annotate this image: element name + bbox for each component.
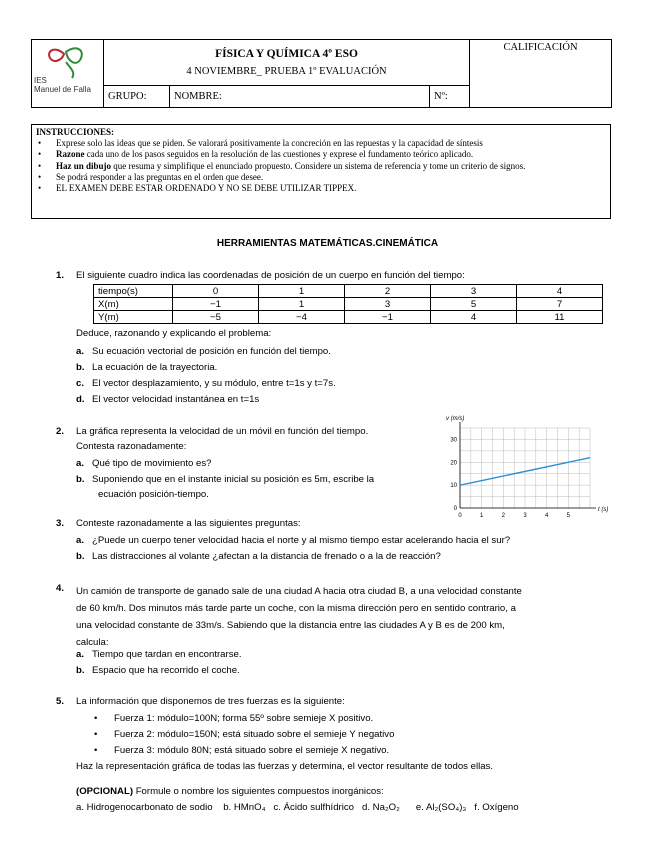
question-1-text: El siguiente cuadro indica las coordenadas de posición de un cuerpo en función del tiempo: xyxy=(76,270,465,281)
q1-sub-d: d. El vector velocidad instantánea en t=1s xyxy=(76,394,260,405)
exam-title: FÍSICA Y QUÍMICA 4º ESO xyxy=(215,48,358,60)
x-tick-labels xyxy=(458,513,570,519)
q3-sub-a: a. ¿Puede un cuerpo tener velocidad hacia el norte y al mismo tiempo estar acelerando hacia el sur? xyxy=(76,535,511,546)
question-2-text: La gráfica representa la velocidad de un móvil en función del tiempo. xyxy=(76,426,369,437)
exam-subtitle: 4 NOVIEMBRE_ PRUEBA 1º EVALUACIÓN xyxy=(186,66,387,77)
y-tick-label: 20 xyxy=(450,460,457,467)
instructions-box xyxy=(31,124,611,219)
chart-grid xyxy=(460,428,590,508)
q5-bullet-3: • Fuerza 3: módulo 80N; está situado sobre el semieje X negativo. xyxy=(94,745,390,756)
question-1: 1. El siguiente cuadro indica las coordenadas de posición de un cuerpo en función del tiempo: xyxy=(56,270,465,281)
position-table xyxy=(93,284,603,324)
number-field[interactable] xyxy=(430,86,470,108)
question-4-text: Un camión de transporte de ganado sale de una ciudad A hacia otra ciudad B, a una velocidad constante de 60 km/h. Dos minutos más tarde parte un coche, con la misma dirección pero en sentido contrario, a una velocidad constante de 33m/s. Sabiendo que la distancia entre las ciudades A y B es de 200 km, calcula: xyxy=(76,586,522,648)
logo-line-2: Manuel de Falla xyxy=(34,85,91,94)
grade-label: CALIFICACIÓN xyxy=(503,42,578,53)
x-axis-label: t (s) xyxy=(598,507,609,513)
table-row: tiempo(s) 0 1 2 3 4 xyxy=(94,285,603,298)
q5-closing: Haz la representación gráfica de todas las fuerzas y determina, el vector resultante de todos ellas. xyxy=(76,761,494,772)
q1-sub-b: b. La ecuación de la trayectoria. xyxy=(76,362,218,373)
table-row: X(m) −1 1 3 5 7 xyxy=(94,298,603,311)
q2-sub-b-cont: ecuación posición-tiempo. xyxy=(98,489,209,500)
q1-sub-a: a. Su ecuación vectorial de posición en función del tiempo. xyxy=(76,346,331,357)
y-tick-label: 0 xyxy=(453,506,457,512)
q2-sub-b: b. Suponiendo que en el instante inicial su posición es 5m, escribe la xyxy=(76,474,375,485)
optional-question: (OPCIONAL) Formule o nombre los siguientes compuestos inorgánicos: xyxy=(76,786,384,797)
group-field[interactable] xyxy=(104,86,170,108)
logo-line-1: IES xyxy=(34,76,47,85)
number-label: Nº: xyxy=(434,91,448,102)
instruction-item: • Exprese solo las ideas que se piden. Se valorará positivamente la concreción en las repuestas y la capacidad de síntesis xyxy=(36,138,606,149)
q1-deduce: Deduce, razonando y explicando el problema: xyxy=(76,328,272,339)
name-label: NOMBRE: xyxy=(174,91,222,102)
q5-bullet-2: • Fuerza 2: módulo=150N; está situado sobre el semieje Y negativo xyxy=(94,729,395,740)
instruction-item: • EL EXAMEN DEBE ESTAR ORDENADO Y NO SE DEBE UTILIZAR TIPPEX. xyxy=(36,183,606,194)
group-label: GRUPO: xyxy=(108,91,147,102)
name-field[interactable] xyxy=(170,86,430,108)
question-3: 3. Conteste razonadamente a las siguientes preguntas: xyxy=(56,518,301,529)
instruction-item: • Se podrá responder a las preguntas en el orden que desee. xyxy=(36,172,606,183)
q2-text2: Contesta razonadamente: xyxy=(76,441,187,452)
school-logo xyxy=(32,40,104,108)
question-4: 4. xyxy=(56,583,65,594)
optional-compounds: a. Hidrogenocarbonato de sodio b. HMnO₄ c. Ácido sulfhídrico d. Na₂O₂ e. Al₂(SO₄)₃ f. Oxígeno xyxy=(76,802,519,813)
q2-sub-a: a. Qué tipo de movimiento es? xyxy=(76,458,212,469)
q5-bullet-1: • Fuerza 1: módulo=100N; forma 55º sobre semieje X positivo. xyxy=(94,713,374,724)
x-tick-label: 2 xyxy=(501,513,506,519)
y-axis-label: v (m/s) xyxy=(446,416,465,422)
section-title: HERRAMIENTAS MATEMÁTICAS.CINEMÁTICA xyxy=(216,238,439,249)
x-tick-label: 5 xyxy=(566,513,571,519)
question-5: 5. La información que disponemos de tres fuerzas es la siguiente: xyxy=(56,696,345,707)
question-2: 2. La gráfica representa la velocidad de un móvil en función del tiempo. xyxy=(56,426,369,437)
exam-header xyxy=(31,39,611,107)
x-tick-label: 4 xyxy=(544,513,549,519)
question-3-text: Conteste razonadamente a las siguientes preguntas: xyxy=(76,518,301,529)
q4-sub-a: a. Tiempo que tardan en encontrarse. xyxy=(76,649,242,660)
x-tick-label: 3 xyxy=(523,513,527,519)
q4-sub-b: b. Espacio que ha recorrido el coche. xyxy=(76,665,240,676)
x-tick-label: 0 xyxy=(458,513,462,519)
y-tick-label: 10 xyxy=(450,483,457,490)
table-row: Y(m) −5 −4 −1 4 11 xyxy=(94,311,603,324)
q1-sub-c: c. El vector desplazamiento, y su módulo, entre t=1s y t=7s. xyxy=(76,378,336,389)
instruction-item: • Razone cada uno de los pasos seguidos en la resolución de las cuestiones y exprese el fundamento teórico aplicado. xyxy=(36,149,606,160)
instructions-title: INSTRUCCIONES: xyxy=(36,127,115,137)
question-5-text: La información que disponemos de tres fuerzas es la siguiente: xyxy=(76,696,345,707)
q3-sub-b: b. Las distracciones al volante ¿afectan a la distancia de frenado o a la de reacción? xyxy=(76,551,441,562)
y-tick-label: 30 xyxy=(450,437,457,444)
velocity-chart xyxy=(432,406,612,526)
x-tick-label: 1 xyxy=(479,513,484,519)
y-tick-labels xyxy=(450,437,457,512)
instruction-item: • Haz un dibujo que resuma y simplifique el enunciado propuesto. Considere un sistema de referencia y tome un criterio de signos. xyxy=(36,161,606,172)
